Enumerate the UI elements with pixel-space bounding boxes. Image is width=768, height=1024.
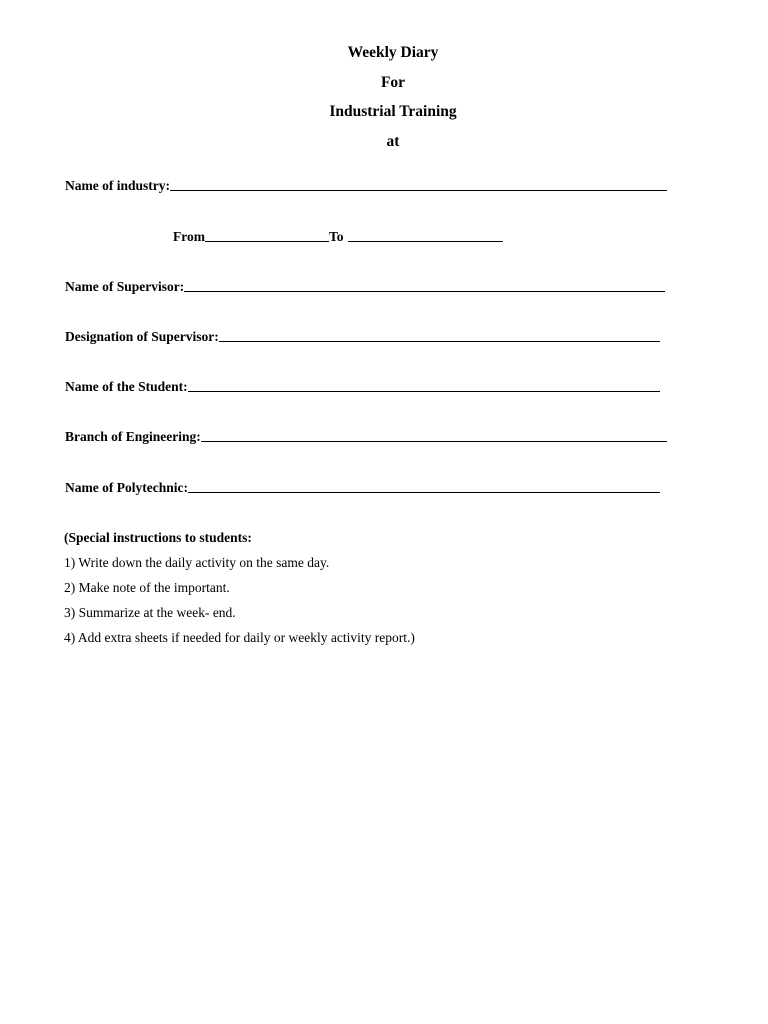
industry-field — [65, 178, 667, 194]
from-label: From — [173, 229, 205, 244]
document-title — [0, 41, 768, 159]
designation-label: Designation of Supervisor: — [65, 329, 219, 344]
student-blank-line[interactable] — [188, 390, 660, 392]
title-line-1: Weekly Diary — [347, 44, 439, 61]
instruction-item: 4) Add extra sheets if needed for daily or weekly activity report.) — [64, 630, 415, 645]
to-blank-line[interactable] — [348, 240, 503, 242]
supervisor-blank-line[interactable] — [184, 290, 665, 292]
title-line-2: For — [380, 73, 406, 91]
supervisor-field — [65, 279, 665, 295]
instruction-item: 1) Write down the daily activity on the same day. — [64, 555, 330, 570]
industry-label: Name of industry: — [65, 178, 170, 193]
to-label: To — [329, 229, 344, 244]
branch-label: Branch of Engineering: — [65, 429, 201, 444]
instructions-section — [64, 530, 415, 655]
designation-field — [65, 329, 660, 345]
date-range-field — [173, 229, 503, 245]
instructions-heading: (Special instructions to students: — [64, 530, 252, 545]
industry-blank-line[interactable] — [170, 189, 667, 191]
instruction-item: 2) Make note of the important. — [64, 580, 230, 595]
student-field — [65, 379, 660, 395]
branch-blank-line[interactable] — [201, 440, 667, 442]
polytechnic-field — [65, 480, 660, 496]
branch-field — [65, 429, 667, 445]
supervisor-label: Name of Supervisor: — [65, 279, 185, 294]
polytechnic-label: Name of Polytechnic: — [65, 480, 188, 495]
instruction-item: 3) Summarize at the week- end. — [64, 605, 236, 620]
polytechnic-blank-line[interactable] — [188, 491, 660, 493]
designation-blank-line[interactable] — [219, 340, 660, 342]
student-label: Name of the Student: — [65, 379, 188, 394]
title-line-4: at — [386, 132, 400, 150]
from-blank-line[interactable] — [205, 240, 329, 242]
title-line-3: Industrial Training — [329, 103, 457, 120]
